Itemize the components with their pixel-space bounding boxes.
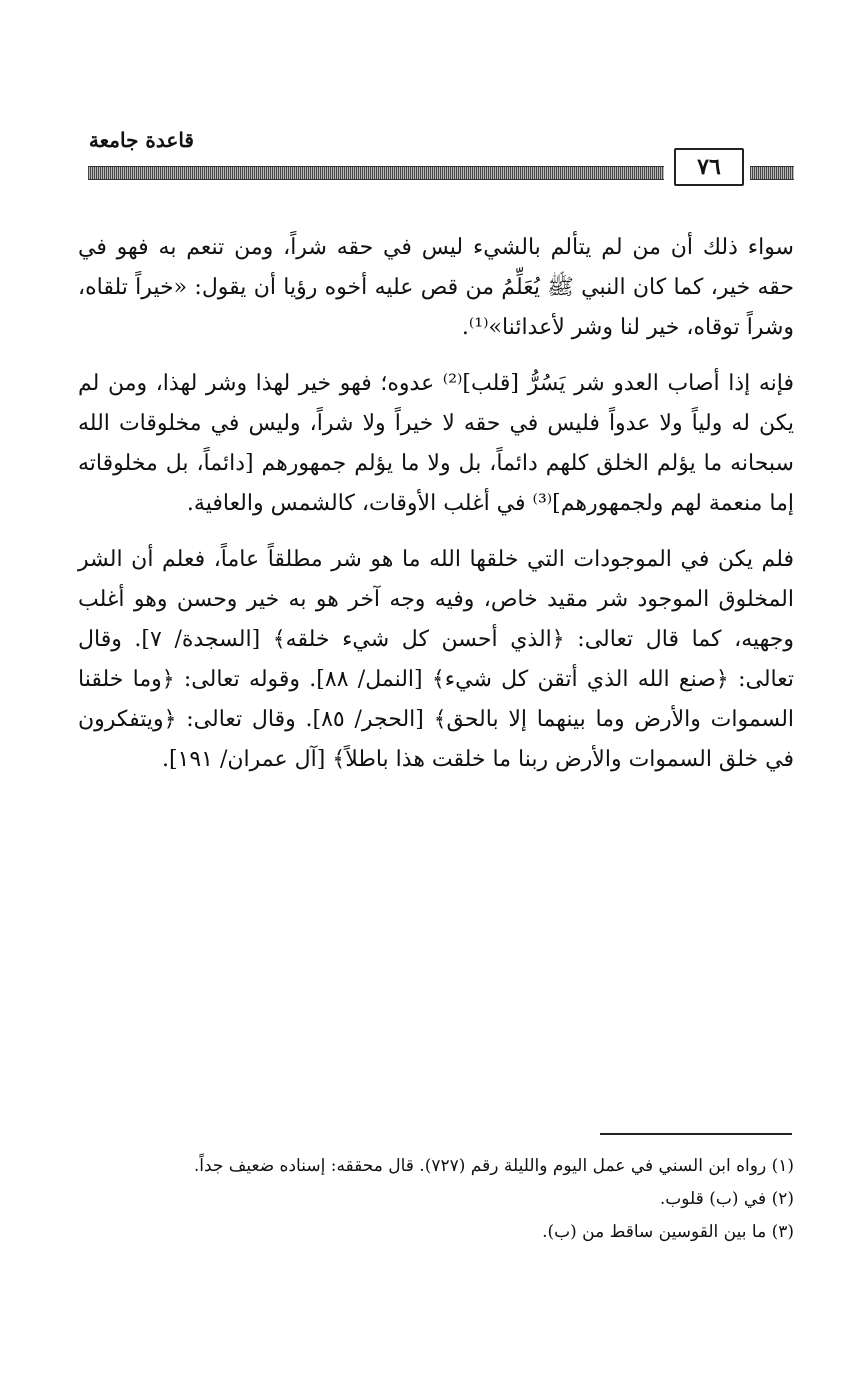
footnotes — [78, 1150, 794, 1249]
footnote-1: (١) رواه ابن السني في عمل اليوم والليلة رقم (٧٢٧). قال محققه: إسناده ضعيف جداً. — [193, 1156, 794, 1176]
main-text — [78, 228, 794, 796]
paragraph-2: فإنه إذا أصاب العدو شر يَسُرُّ [قلب]⁽²⁾ عدوه؛ فهو خير لهذا وشر لهذا، ومن لم يكن له ولياً ولا عدواً فليس في حقه لا خيراً ولا شراً، وليس في مخلوقات الله سبحانه ما يؤلم الخلق كلهم دائماً، بل ولا ما يؤلم جمهورهم [دائماً، بل مخلوقاته إما منعمة لهم ولجمهورهم]⁽³⁾ في أغلب الأوقات، كالشمس والعافية. — [78, 371, 795, 516]
footnote-2: (٢) في (ب) قلوب. — [659, 1189, 794, 1209]
header-rule-left — [88, 166, 664, 180]
running-title: قاعدة جامعة — [88, 128, 194, 152]
paragraph-1: سواء ذلك أن من لم يتألم بالشيء ليس في حقه شراً، ومن تنعم به فهو في حقه خير، كما كان النبي ﷺ يُعَلِّمُ من قص عليه أخوه رؤيا أن يقول: «خيراً تلقاه، وشراً توقاه، خير لنا وشر لأعدائنا»⁽¹⁾. — [78, 235, 794, 340]
header-rule-right — [750, 166, 794, 180]
page-header — [88, 120, 794, 180]
paragraph-3: فلم يكن في الموجودات التي خلقها الله ما هو شر مطلقاً عاماً، فعلم أن الشر المخلوق الموجود شر مقيد خاص، وفيه وجه آخر هو به خير وحسن وهو أغلب وجهيه، كما قال تعالى: ﴿الذي أحسن كل شيء خلقه﴾ [السجدة/ ٧]. وقال تعالى: ﴿صنع الله الذي أتقن كل شيء﴾ [النمل/ ٨٨]. وقوله تعالى: ﴿وما خلقنا السموات والأرض وما بينهما إلا بالحق﴾ [الحجر/ ٨٥]. وقال تعالى: ﴿ويتفكرون في خلق السموات والأرض ربنا ما خلقت هذا باطلاً﴾ [آل عمران/ ١٩١]. — [78, 547, 795, 772]
footnote-3: (٣) ما بين القوسين ساقط من (ب). — [542, 1222, 794, 1242]
footnote-separator — [600, 1133, 792, 1135]
page-number: ٧٦ — [674, 148, 744, 186]
